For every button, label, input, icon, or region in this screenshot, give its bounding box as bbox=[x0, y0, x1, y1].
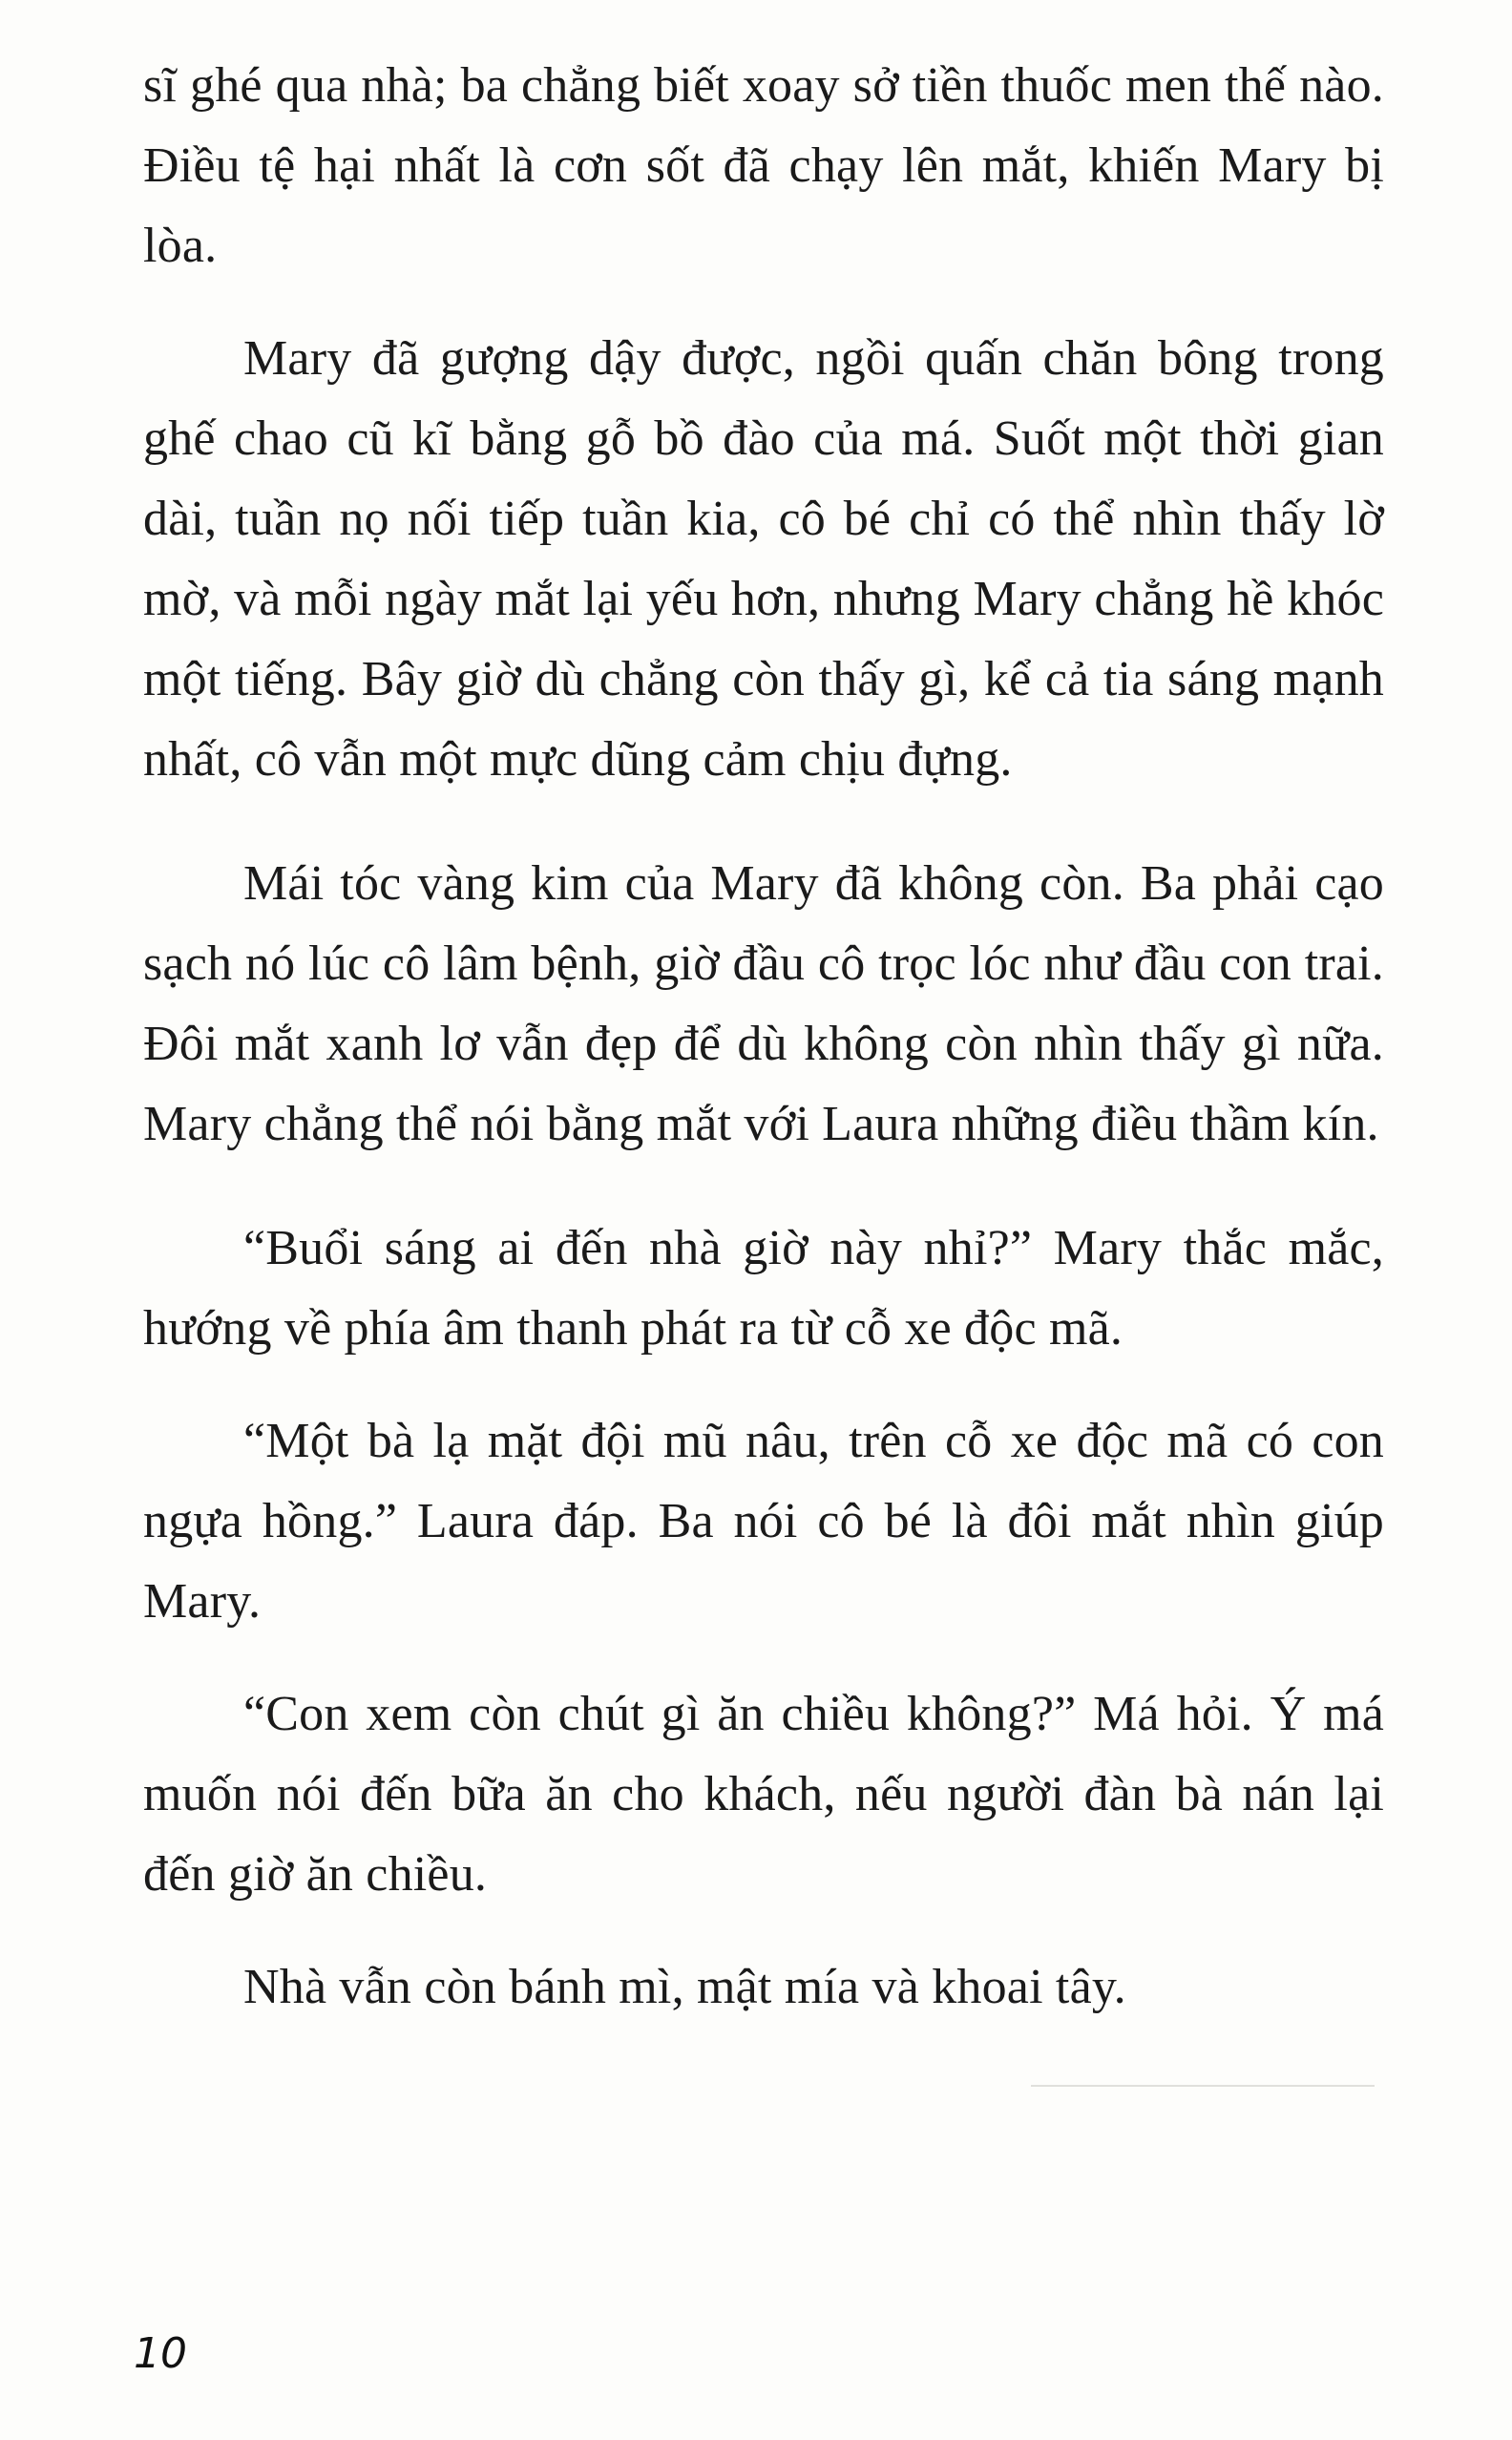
paragraph-1: sĩ ghé qua nhà; ba chẳng biết xoay sở tiền thuốc men thế nào. Điều tệ hại nhất là cơn sốt đã chạy lên mắt, khiến Mary bị lòa. bbox=[143, 58, 1384, 273]
paragraph-7: Nhà vẫn còn bánh mì, mật mía và khoai tây. bbox=[243, 1960, 1126, 2014]
bleed-through-rule bbox=[1031, 2085, 1375, 2087]
paragraph-4: “Buổi sáng ai đến nhà giờ này nhỉ?” Mary thắc mắc, hướng về phía âm thanh phát ra từ cỗ xe độc mã. bbox=[143, 1221, 1384, 1356]
page-number: 10 bbox=[134, 2329, 187, 2378]
paragraph-3: Mái tóc vàng kim của Mary đã không còn. Ba phải cạo sạch nó lúc cô lâm bệnh, giờ đầu cô trọc lóc như đầu con trai. Đôi mắt xanh lơ vẫn đẹp để dù không còn nhìn thấy gì nữa. Mary chẳng thể nói bằng mắt với Laura những điều thầm kín. bbox=[143, 856, 1384, 1151]
page-text bbox=[143, 46, 1384, 2072]
paragraph-5: “Một bà lạ mặt đội mũ nâu, trên cỗ xe độc mã có con ngựa hồng.” Laura đáp. Ba nói cô bé là đôi mắt nhìn giúp Mary. bbox=[143, 1414, 1384, 1629]
paragraph-2: Mary đã gượng dậy được, ngồi quấn chăn bông trong ghế chao cũ kĩ bằng gỗ bồ đào của má. Suốt một thời gian dài, tuần nọ nối tiếp tuần kia, cô bé chỉ có thể nhìn thấy lờ mờ, và mỗi ngày mắt lại yếu hơn, nhưng Mary chẳng hề khóc một tiếng. Bây giờ dù chẳng còn thấy gì, kể cả tia sáng mạnh nhất, cô vẫn một mực dũng cảm chịu đựng. bbox=[143, 331, 1384, 787]
paragraph-6: “Con xem còn chút gì ăn chiều không?” Má hỏi. Ý má muốn nói đến bữa ăn cho khách, nếu người đàn bà nán lại đến giờ ăn chiều. bbox=[143, 1687, 1384, 1902]
